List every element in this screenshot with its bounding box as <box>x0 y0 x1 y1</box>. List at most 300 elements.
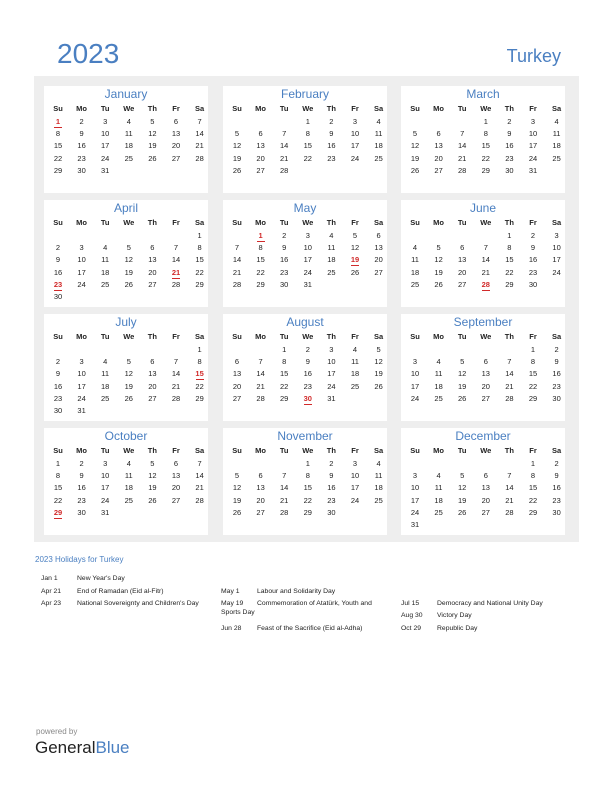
month-name: November <box>277 429 333 443</box>
day-cell: 14 <box>232 255 242 265</box>
day-cell: 31 <box>327 393 336 403</box>
day-cell: 23 <box>77 153 86 163</box>
day-cell: 5 <box>460 471 465 481</box>
day-cell: 22 <box>528 381 538 391</box>
day-cell: 25 <box>374 153 383 163</box>
day-cell: 28 <box>280 507 289 517</box>
holiday-day-cell: 29 <box>46 508 70 518</box>
holiday-date: May 19 <box>221 600 244 607</box>
day-cell: 6 <box>258 129 263 139</box>
day-cell: 22 <box>303 153 312 163</box>
day-cell: 24 <box>101 153 110 163</box>
day-cell: 19 <box>434 267 443 277</box>
day-cell: 14 <box>280 483 289 493</box>
day-cell: 27 <box>148 279 157 289</box>
day-cell: 15 <box>195 255 204 265</box>
day-cell: 24 <box>410 393 420 403</box>
weekday-header: Sa <box>552 104 562 113</box>
day-cell: 29 <box>195 393 204 403</box>
day-cell: 5 <box>376 345 381 354</box>
day-cell: 10 <box>410 483 420 493</box>
month-name: June <box>469 201 497 215</box>
day-cell: 24 <box>77 279 86 289</box>
day-cell: 7 <box>507 357 512 367</box>
holiday-day-cell: 23 <box>46 280 70 290</box>
day-cell: 14 <box>280 141 289 151</box>
weekday-header: Mo <box>76 446 88 455</box>
day-cell: 12 <box>232 141 242 151</box>
day-cell: 3 <box>554 231 559 240</box>
day-cell: 8 <box>530 471 536 481</box>
day-cell: 7 <box>197 117 202 126</box>
day-cell: 8 <box>483 129 488 139</box>
day-cell: 14 <box>195 129 204 139</box>
day-cell: 4 <box>329 231 334 240</box>
day-cell: 8 <box>507 243 512 253</box>
holiday-day-cell: 30 <box>296 394 320 404</box>
holiday-date: Apr 21 <box>41 588 62 595</box>
day-cell: 22 <box>481 153 490 163</box>
day-cell: 11 <box>327 243 336 253</box>
day-cell: 26 <box>458 507 467 517</box>
day-cell: 30 <box>327 507 336 517</box>
month-name: August <box>286 315 324 329</box>
day-cell: 4 <box>352 345 358 354</box>
day-cell: 6 <box>436 129 441 139</box>
day-cell: 27 <box>256 165 265 175</box>
weekday-header: Tu <box>100 332 110 341</box>
weekday-header: Fr <box>529 332 537 341</box>
day-cell: 5 <box>150 117 155 126</box>
weekday-header: Th <box>326 446 336 455</box>
day-cell: 8 <box>282 357 287 367</box>
day-cell: 9 <box>329 471 334 481</box>
day-cell: 17 <box>350 483 360 493</box>
weekday-header: Tu <box>100 218 110 227</box>
day-cell: 7 <box>483 243 488 253</box>
day-cell: 13 <box>171 471 181 481</box>
day-cell: 2 <box>530 231 536 240</box>
day-cell: 8 <box>305 129 310 139</box>
day-cell: 20 <box>434 153 443 163</box>
day-cell: 1 <box>507 231 512 240</box>
holiday-name: Republic Day <box>437 625 478 632</box>
holiday-day-cell: 21 <box>164 268 188 278</box>
day-cell: 30 <box>552 393 561 403</box>
day-cell: 1 <box>55 459 61 468</box>
month-june <box>401 200 565 307</box>
day-cell: 11 <box>552 129 561 139</box>
day-cell: 2 <box>282 231 287 240</box>
day-cell: 27 <box>232 393 242 403</box>
day-cell: 28 <box>458 165 467 175</box>
weekday-header: Mo <box>76 104 88 113</box>
day-cell: 16 <box>53 267 63 277</box>
day-cell: 26 <box>458 393 467 403</box>
day-cell: 12 <box>124 255 133 265</box>
day-cell: 14 <box>171 369 181 379</box>
day-cell: 14 <box>171 255 181 265</box>
day-cell: 26 <box>350 267 360 277</box>
day-cell: 30 <box>53 292 63 301</box>
day-cell: 22 <box>256 267 265 277</box>
day-cell: 12 <box>232 483 242 493</box>
day-cell: 9 <box>507 129 512 139</box>
day-cell: 28 <box>256 393 265 403</box>
day-cell: 20 <box>481 381 490 391</box>
month-april <box>44 200 208 307</box>
weekday-header: We <box>123 218 135 227</box>
day-cell: 18 <box>101 267 110 277</box>
day-cell: 6 <box>173 117 179 126</box>
weekday-header: Tu <box>457 446 467 455</box>
day-cell: 12 <box>410 141 420 151</box>
weekday-header: Mo <box>255 218 267 227</box>
day-cell: 9 <box>305 357 310 367</box>
day-cell: 7 <box>258 357 263 367</box>
day-cell: 13 <box>171 129 181 139</box>
day-cell: 13 <box>232 369 242 379</box>
weekday-header: We <box>480 332 492 341</box>
day-cell: 31 <box>101 165 110 175</box>
holiday-entry <box>221 624 396 644</box>
day-cell: 27 <box>481 507 490 517</box>
day-cell: 29 <box>481 165 490 175</box>
day-cell: 26 <box>434 279 443 289</box>
day-cell: 8 <box>55 471 61 481</box>
day-cell: 24 <box>77 393 86 403</box>
day-cell: 12 <box>434 255 443 265</box>
day-cell: 8 <box>197 243 202 253</box>
day-cell: 31 <box>101 507 110 517</box>
month-name: March <box>466 87 500 101</box>
day-cell: 26 <box>232 165 242 175</box>
day-cell: 17 <box>101 483 110 493</box>
day-cell: 3 <box>412 471 418 481</box>
day-cell: 3 <box>352 459 358 468</box>
day-cell: 14 <box>505 483 514 493</box>
weekday-header: We <box>123 332 135 341</box>
weekday-header: Su <box>410 332 420 341</box>
day-cell: 3 <box>103 459 108 468</box>
day-cell: 9 <box>55 255 61 265</box>
day-cell: 17 <box>77 267 86 277</box>
day-cell: 10 <box>528 129 538 139</box>
weekday-header: Sa <box>195 104 205 113</box>
weekday-header: Fr <box>529 446 537 455</box>
day-cell: 2 <box>79 459 84 468</box>
day-cell: 15 <box>303 483 312 493</box>
weekday-header: We <box>302 332 314 341</box>
day-cell: 28 <box>232 279 242 289</box>
month-july <box>44 314 208 421</box>
day-cell: 20 <box>256 153 265 163</box>
day-cell: 10 <box>303 243 312 253</box>
day-cell: 31 <box>528 165 538 175</box>
day-cell: 27 <box>434 165 443 175</box>
day-cell: 2 <box>55 357 61 367</box>
day-cell: 16 <box>280 255 289 265</box>
day-cell: 8 <box>55 129 61 139</box>
holiday-entry <box>41 599 216 619</box>
day-cell: 29 <box>303 507 312 517</box>
month-name: May <box>293 201 317 215</box>
day-cell: 18 <box>374 483 383 493</box>
weekday-header: Sa <box>374 446 384 455</box>
day-cell: 27 <box>481 393 490 403</box>
day-cell: 3 <box>329 345 334 354</box>
day-cell: 22 <box>303 495 312 505</box>
weekday-header: We <box>123 446 135 455</box>
day-cell: 11 <box>434 369 443 379</box>
day-cell: 13 <box>256 141 265 151</box>
day-cell: 18 <box>410 267 420 277</box>
day-cell: 15 <box>280 369 289 379</box>
holiday-day-cell: 1 <box>249 231 273 241</box>
day-cell: 25 <box>124 495 133 505</box>
day-cell: 18 <box>124 141 133 151</box>
day-cell: 21 <box>280 495 289 505</box>
day-cell: 1 <box>305 459 310 468</box>
day-cell: 18 <box>101 381 110 391</box>
day-cell: 10 <box>552 243 561 253</box>
day-cell: 13 <box>374 243 383 253</box>
day-cell: 10 <box>77 255 86 265</box>
day-cell: 7 <box>460 129 465 139</box>
weekday-header: Fr <box>172 332 180 341</box>
month-name: February <box>280 87 330 101</box>
day-cell: 9 <box>554 357 559 367</box>
month-november <box>223 428 387 535</box>
holiday-name: Victory Day <box>437 612 472 619</box>
day-cell: 1 <box>197 231 202 240</box>
weekday-header: Tu <box>279 332 289 341</box>
country-title: Turkey <box>506 46 561 66</box>
holiday-date: Jan 1 <box>41 575 58 582</box>
day-cell: 14 <box>458 141 467 151</box>
day-cell: 24 <box>350 153 360 163</box>
day-cell: 30 <box>77 165 86 175</box>
day-cell: 6 <box>483 357 488 367</box>
holiday-entry <box>221 599 396 619</box>
day-cell: 20 <box>232 381 242 391</box>
day-cell: 11 <box>351 357 359 367</box>
day-cell: 9 <box>79 471 84 481</box>
day-cell: 21 <box>481 267 490 277</box>
day-cell: 17 <box>327 369 336 379</box>
weekday-header: Tu <box>279 104 289 113</box>
day-cell: 16 <box>552 369 561 379</box>
weekday-header: Sa <box>374 104 384 113</box>
day-cell: 8 <box>258 243 263 253</box>
holiday-date: Oct 29 <box>401 625 422 632</box>
day-cell: 26 <box>148 495 157 505</box>
day-cell: 30 <box>53 406 63 415</box>
day-cell: 22 <box>53 495 63 505</box>
weekday-header: Th <box>147 332 157 341</box>
day-cell: 1 <box>305 117 310 126</box>
holiday-day-cell: 1 <box>46 117 70 127</box>
day-cell: 21 <box>458 153 467 163</box>
day-cell: 5 <box>126 357 131 367</box>
weekday-header: We <box>480 218 492 227</box>
day-cell: 5 <box>234 471 240 481</box>
weekday-header: We <box>480 446 492 455</box>
day-cell: 10 <box>101 471 110 481</box>
day-cell: 6 <box>150 357 155 367</box>
day-cell: 15 <box>528 483 538 493</box>
weekday-header: We <box>480 104 492 113</box>
day-cell: 10 <box>327 357 336 367</box>
weekday-header: Tu <box>100 104 110 113</box>
weekday-header: Sa <box>552 218 562 227</box>
day-cell: 29 <box>256 279 265 289</box>
day-cell: 7 <box>197 459 202 468</box>
month-name: December <box>455 429 511 443</box>
day-cell: 9 <box>329 129 334 139</box>
day-cell: 16 <box>327 483 336 493</box>
day-cell: 12 <box>350 243 360 253</box>
month-august <box>223 314 387 421</box>
day-cell: 11 <box>124 471 133 481</box>
day-cell: 15 <box>528 369 538 379</box>
day-cell: 11 <box>374 471 383 481</box>
day-cell: 1 <box>483 117 488 126</box>
day-cell: 4 <box>412 243 418 253</box>
day-cell: 15 <box>53 483 63 493</box>
weekday-header: We <box>302 218 314 227</box>
day-cell: 19 <box>410 153 420 163</box>
day-cell: 24 <box>327 381 336 391</box>
weekday-header: Mo <box>76 218 88 227</box>
day-cell: 12 <box>124 369 133 379</box>
day-cell: 15 <box>53 141 63 151</box>
day-cell: 23 <box>303 381 312 391</box>
weekday-header: Th <box>326 104 336 113</box>
day-cell: 21 <box>171 381 181 391</box>
day-cell: 30 <box>552 507 561 517</box>
day-cell: 30 <box>505 165 514 175</box>
day-cell: 23 <box>53 393 63 403</box>
day-cell: 6 <box>173 459 179 468</box>
day-cell: 7 <box>282 129 287 139</box>
weekday-header: Mo <box>255 332 267 341</box>
day-cell: 11 <box>101 369 110 379</box>
day-cell: 13 <box>481 369 490 379</box>
day-cell: 10 <box>410 369 420 379</box>
weekday-header: Tu <box>457 332 467 341</box>
day-cell: 18 <box>350 369 360 379</box>
day-cell: 18 <box>434 495 443 505</box>
day-cell: 5 <box>460 357 465 367</box>
day-cell: 25 <box>350 381 360 391</box>
holiday-date: Jul 15 <box>401 600 420 607</box>
day-cell: 3 <box>412 357 418 367</box>
weekday-header: Mo <box>433 218 445 227</box>
day-cell: 5 <box>126 243 131 253</box>
day-cell: 25 <box>374 495 383 505</box>
day-cell: 29 <box>53 165 63 175</box>
day-cell: 6 <box>376 231 381 240</box>
day-cell: 23 <box>280 267 289 277</box>
day-cell: 6 <box>150 243 155 253</box>
month-name: October <box>104 429 148 443</box>
brand-logo <box>35 738 130 758</box>
day-cell: 12 <box>148 471 157 481</box>
day-cell: 7 <box>282 471 287 481</box>
month-february <box>223 86 387 193</box>
day-cell: 16 <box>303 369 312 379</box>
day-cell: 24 <box>350 495 360 505</box>
day-cell: 29 <box>195 279 204 289</box>
day-cell: 17 <box>552 255 561 265</box>
day-cell: 2 <box>305 345 310 354</box>
day-cell: 4 <box>436 357 441 367</box>
day-cell: 2 <box>554 345 559 354</box>
day-cell: 28 <box>171 393 181 403</box>
weekday-header: Th <box>504 104 514 113</box>
day-cell: 22 <box>195 381 204 391</box>
day-cell: 21 <box>195 483 204 493</box>
day-cell: 20 <box>481 495 490 505</box>
day-cell: 10 <box>101 129 110 139</box>
weekday-header: Tu <box>457 104 467 113</box>
day-cell: 19 <box>458 495 467 505</box>
day-cell: 19 <box>374 369 383 379</box>
day-cell: 19 <box>232 495 242 505</box>
day-cell: 13 <box>148 255 157 265</box>
day-cell: 20 <box>148 381 157 391</box>
day-cell: 4 <box>376 459 381 468</box>
day-cell: 21 <box>280 153 289 163</box>
day-cell: 17 <box>350 141 360 151</box>
day-cell: 22 <box>280 381 289 391</box>
day-cell: 20 <box>256 495 265 505</box>
weekday-header: Tu <box>100 446 110 455</box>
holiday-name: End of Ramadan (Eid al-Fitr) <box>77 588 164 595</box>
powered-by-text: powered by <box>36 727 78 736</box>
weekday-header: Th <box>326 332 336 341</box>
day-cell: 11 <box>374 129 383 139</box>
month-march <box>401 86 565 193</box>
day-cell: 17 <box>77 381 86 391</box>
day-cell: 22 <box>505 267 514 277</box>
day-cell: 21 <box>232 267 242 277</box>
holiday-name: Labour and Solidarity Day <box>257 588 336 595</box>
day-cell: 27 <box>256 507 265 517</box>
weekday-header: Mo <box>433 332 445 341</box>
day-cell: 1 <box>282 345 287 354</box>
day-cell: 29 <box>280 393 289 403</box>
day-cell: 5 <box>436 243 441 253</box>
day-cell: 20 <box>374 255 383 265</box>
weekday-header: Sa <box>552 446 562 455</box>
day-cell: 6 <box>234 357 240 367</box>
day-cell: 26 <box>410 165 420 175</box>
day-cell: 11 <box>434 483 443 493</box>
day-cell: 4 <box>103 243 108 253</box>
day-cell: 30 <box>280 279 289 289</box>
day-cell: 12 <box>148 129 157 139</box>
day-cell: 16 <box>77 483 86 493</box>
day-cell: 3 <box>305 231 310 240</box>
month-september <box>401 314 565 421</box>
day-cell: 13 <box>481 483 490 493</box>
day-cell: 13 <box>434 141 443 151</box>
day-cell: 17 <box>410 495 420 505</box>
day-cell: 19 <box>232 153 242 163</box>
day-cell: 9 <box>554 471 559 481</box>
